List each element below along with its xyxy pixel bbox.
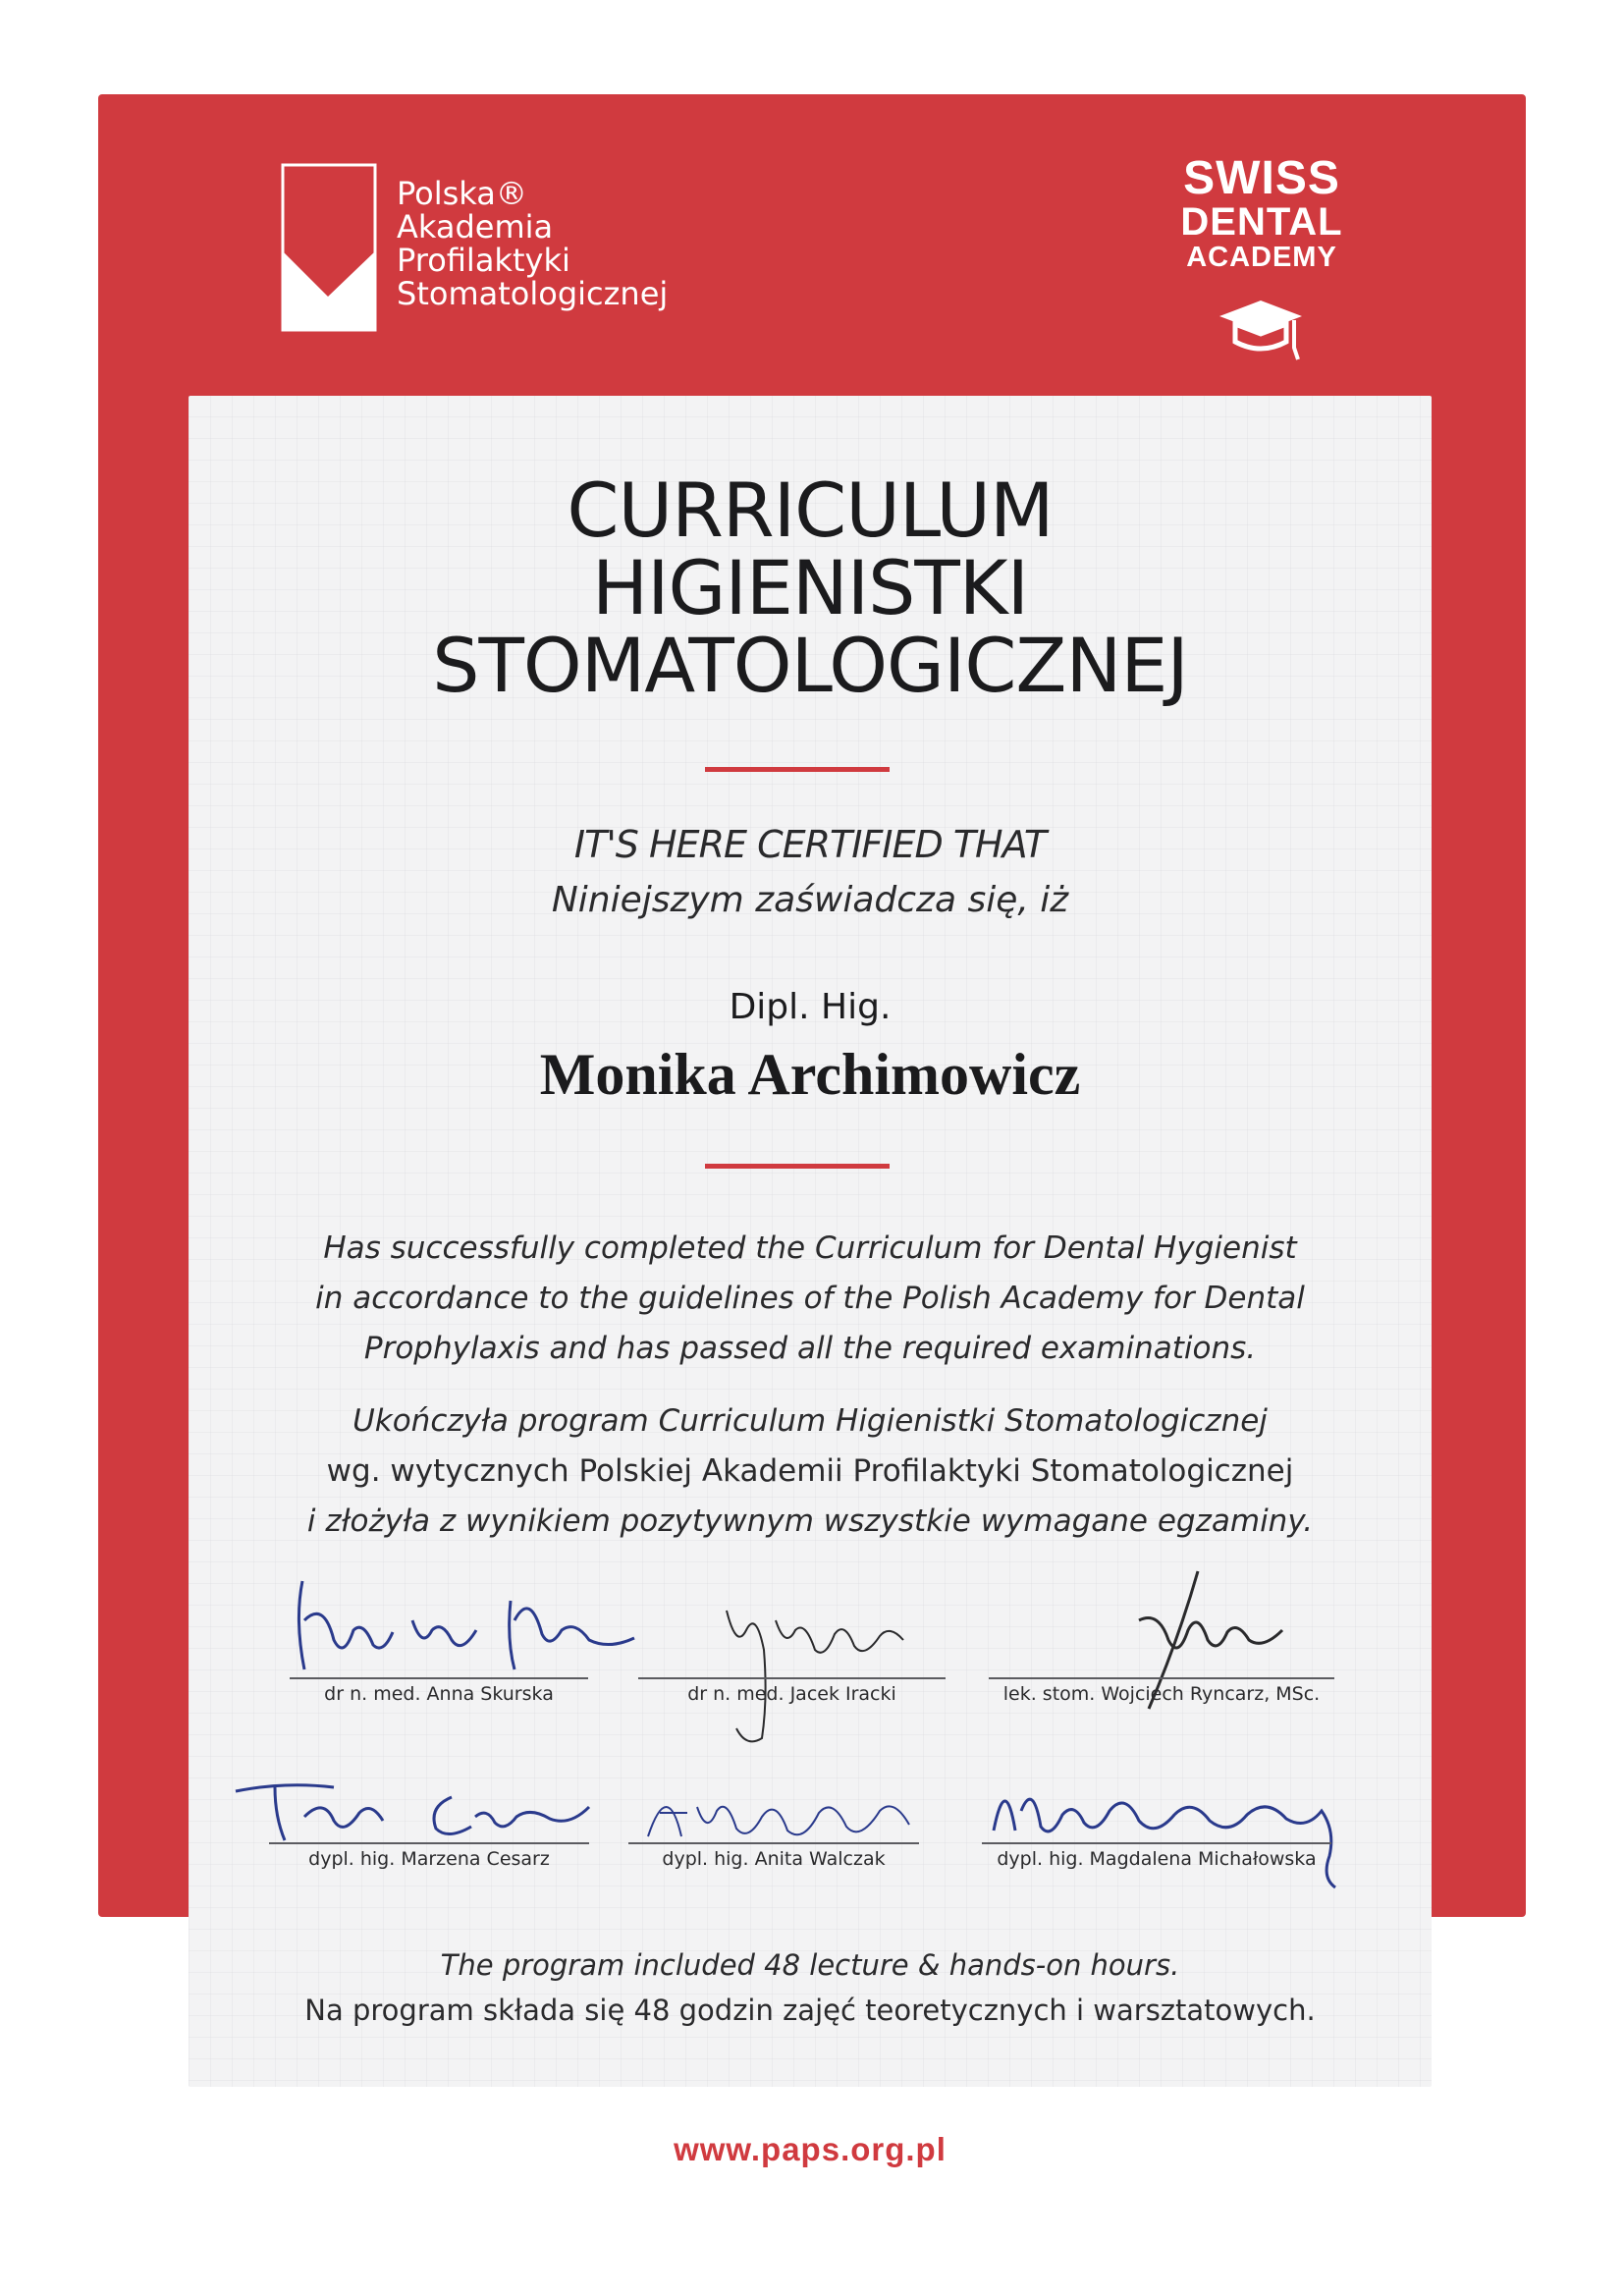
signature-magdalena-michalowska xyxy=(982,1762,1355,1899)
sda-logo-line2: DENTAL xyxy=(1180,200,1343,244)
sda-logo-line1: SWISS xyxy=(1183,152,1340,204)
signatory-label-6: dypl. hig. Magdalena Michałowska xyxy=(997,1848,1317,1870)
signature-line-3 xyxy=(989,1677,1334,1679)
program-hours-pl: Na program składa się 48 godzin zajęć teoretycznych i warsztatowych. xyxy=(304,1994,1316,2027)
paps-logo-line4: Stomatologicznej xyxy=(397,275,669,312)
certificate-title xyxy=(189,466,1432,709)
paps-logo-line1: Polska® xyxy=(397,175,527,212)
completion-text-en xyxy=(226,1224,1394,1374)
signatory-label-4: dypl. hig. Marzena Cesarz xyxy=(308,1848,550,1870)
completion-text-pl-line2: wg. wytycznych Polskiej Akademii Profilaktyki Stomatologicznej xyxy=(326,1453,1294,1489)
completion-text-en-line2: in accordance to the guidelines of the Polish Academy for Dental xyxy=(315,1281,1305,1316)
paps-logo-line2: Akademia xyxy=(397,208,554,246)
completion-text-en-line3: Prophylaxis and has passed all the required examinations. xyxy=(363,1331,1257,1366)
signatory-label-3: lek. stom. Wojciech Ryncarz, MSc. xyxy=(1002,1683,1321,1705)
swiss-dental-academy-logo xyxy=(1159,152,1365,273)
recipient-name: Monika Archimowicz xyxy=(539,1042,1081,1107)
signature-line-5 xyxy=(628,1842,919,1844)
recipient-degree: Dipl. Hig. xyxy=(729,987,892,1027)
signature-marzena-cesarz xyxy=(226,1758,599,1856)
name-divider xyxy=(705,1164,890,1169)
paps-logo-line3: Profilaktyki xyxy=(397,242,570,279)
signatory-label-5: dypl. hig. Anita Walczak xyxy=(662,1848,886,1870)
signatory-label-1: dr n. med. Anna Skurska xyxy=(324,1683,554,1705)
certified-statement-en: IT'S HERE CERTIFIED THAT xyxy=(573,823,1047,866)
program-hours-en: The program included 48 lecture & hands-on hours. xyxy=(440,1948,1180,1982)
signature-line-6 xyxy=(982,1842,1331,1844)
completion-text-en-line1: Has successfully completed the Curriculum for Dental Hygienist xyxy=(323,1230,1297,1266)
title-line-2: HIGIENISTKI xyxy=(591,544,1029,631)
signature-anna-skurska xyxy=(285,1561,648,1689)
signature-line-4 xyxy=(269,1842,589,1844)
signature-line-2 xyxy=(638,1677,946,1679)
paps-logo-text xyxy=(397,177,668,310)
title-line-1: CURRICULUM xyxy=(567,466,1054,554)
website-link[interactable]: www.paps.org.pl xyxy=(674,2131,947,2167)
completion-text-pl xyxy=(226,1396,1394,1547)
signature-line-1 xyxy=(290,1677,588,1679)
graduation-cap-icon xyxy=(1214,287,1308,369)
completion-text-pl-line1: Ukończyła program Curriculum Higienistki Stomatologicznej xyxy=(352,1403,1268,1439)
certified-statement-pl: Niniejszym zaświadcza się, iż xyxy=(551,880,1069,920)
signatory-label-2: dr n. med. Jacek Iracki xyxy=(687,1683,896,1705)
title-divider xyxy=(705,767,890,772)
signature-jacek-iracki xyxy=(707,1591,943,1758)
title-line-3: STOMATOLOGICZNEJ xyxy=(432,622,1188,709)
sda-logo-line3: ACADEMY xyxy=(1186,242,1337,273)
completion-text-pl-line3: i złożyła z wynikiem pozytywnym wszystkie wymagane egzaminy. xyxy=(306,1503,1314,1539)
